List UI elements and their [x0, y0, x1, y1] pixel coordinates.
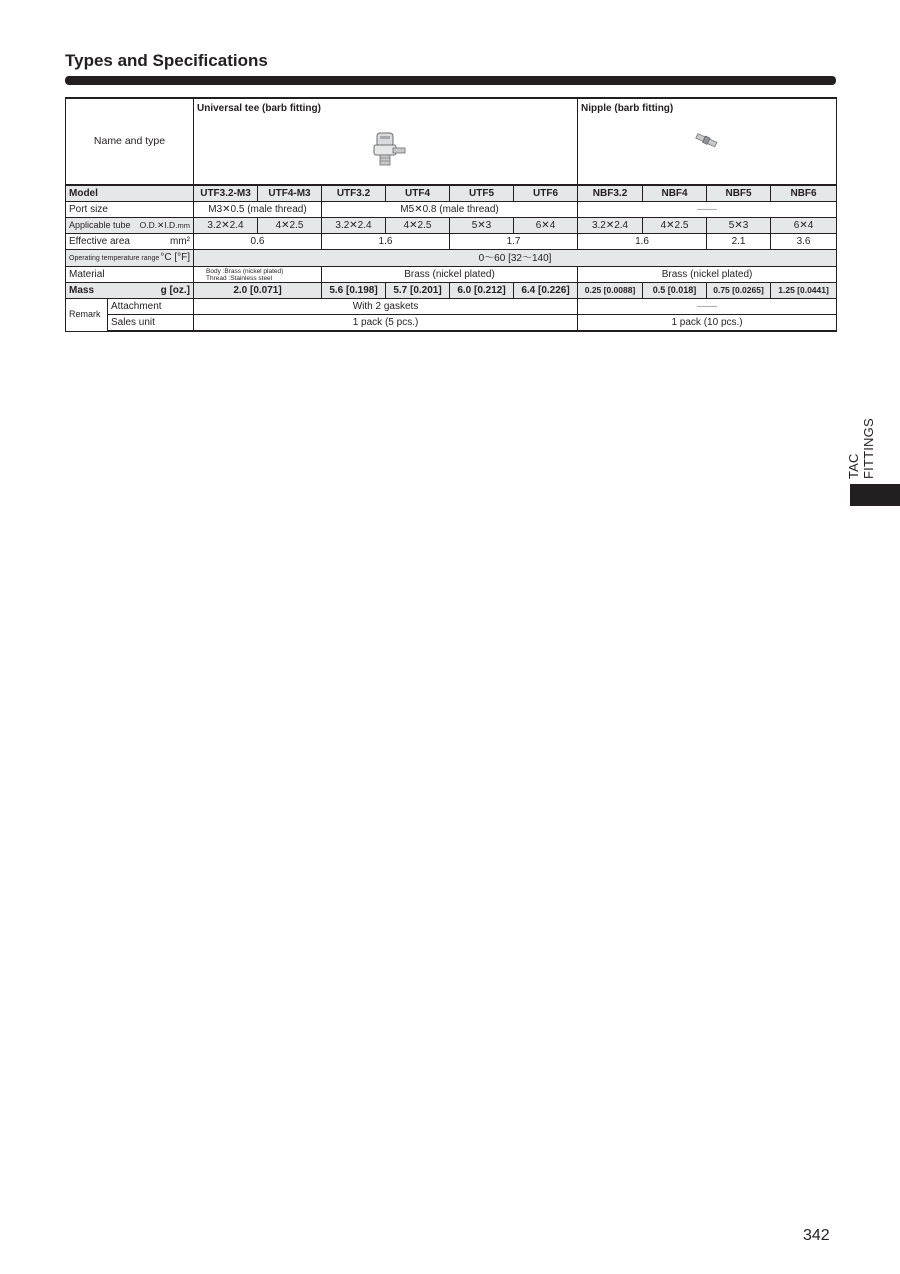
model-cell: UTF4: [386, 185, 450, 202]
sales-unit-utf: 1 pack (5 pcs.): [194, 315, 578, 332]
tube-cell: 3.2✕2.4: [322, 218, 386, 234]
tube-cell: 4✕2.5: [386, 218, 450, 234]
mass-cell: 0.75 [0.0265]: [707, 283, 771, 299]
material-label: Material: [66, 267, 194, 283]
applicable-tube-row: [66, 218, 837, 234]
tube-dims-text: O.D.✕I.D.: [139, 220, 178, 230]
sales-unit-row: [66, 315, 837, 332]
tube-cell: 6✕4: [514, 218, 578, 234]
universal-tee-header: [194, 98, 578, 185]
tube-cell: 4✕2.5: [643, 218, 707, 234]
attachment-label: Attachment: [108, 299, 194, 315]
mass-cell: 5.6 [0.198]: [322, 283, 386, 299]
effective-area-utf-large: 1.7: [450, 234, 578, 250]
model-cell: NBF3.2: [578, 185, 643, 202]
mass-cell: 0.25 [0.0088]: [578, 283, 643, 299]
mass-cell: 6.0 [0.212]: [450, 283, 514, 299]
effective-area-row: [66, 234, 837, 250]
attachment-nbf: ——: [578, 299, 837, 315]
effective-area-nbf-small: 1.6: [578, 234, 707, 250]
model-cell: NBF6: [771, 185, 837, 202]
effective-area-nbf6: 3.6: [771, 234, 837, 250]
model-label: Model: [66, 185, 194, 202]
mass-cell: 1.25 [0.0441]: [771, 283, 837, 299]
attachment-utf: With 2 gaskets: [194, 299, 578, 315]
mass-text: Mass: [69, 285, 95, 296]
effective-area-text: Effective area: [69, 236, 130, 247]
model-cell: NBF4: [643, 185, 707, 202]
title-rule: [65, 76, 836, 85]
applicable-tube-text: Applicable tube: [69, 220, 131, 230]
applicable-tube-label: [66, 218, 194, 234]
port-size-row: [66, 202, 837, 218]
tube-cell: 5✕3: [450, 218, 514, 234]
mass-row: [66, 283, 837, 299]
sales-unit-label: Sales unit: [108, 315, 194, 332]
mass-cell: 6.4 [0.226]: [514, 283, 578, 299]
port-size-m3: M3✕0.5 (male thread): [194, 202, 322, 218]
material-row: [66, 267, 837, 283]
mass-m3: 2.0 [0.071]: [194, 283, 322, 299]
name-and-type-label: Name and type: [66, 98, 194, 185]
port-size-m5: M5✕0.8 (male thread): [322, 202, 578, 218]
model-cell: UTF6: [514, 185, 578, 202]
spec-table: [65, 97, 837, 332]
nipple-image: [581, 116, 833, 155]
material-m3: [194, 267, 322, 283]
mass-cell: 5.7 [0.201]: [386, 283, 450, 299]
section-side-tab: [850, 484, 900, 506]
port-size-label: Port size: [66, 202, 194, 218]
attachment-row: [66, 299, 837, 315]
nipple-header: [578, 98, 837, 185]
material-m3-body: Body :Brass (nickel plated): [206, 267, 284, 275]
universal-tee-title: Universal tee (barb fitting): [197, 103, 321, 114]
page-title: Types and Specifications: [65, 51, 268, 70]
effective-area-nbf5: 2.1: [707, 234, 771, 250]
sales-unit-nbf: 1 pack (10 pcs.): [578, 315, 837, 332]
operating-temp-label: [66, 250, 194, 267]
page-number: 342: [803, 1227, 830, 1244]
effective-area-utf-small: 1.6: [322, 234, 450, 250]
tube-cell: 3.2✕2.4: [194, 218, 258, 234]
effective-area-label: [66, 234, 194, 250]
model-cell: UTF5: [450, 185, 514, 202]
material-utf: Brass (nickel plated): [322, 267, 578, 283]
material-nbf: Brass (nickel plated): [578, 267, 837, 283]
model-cell: UTF3.2-M3: [194, 185, 258, 202]
nipple-title: Nipple (barb fitting): [581, 103, 674, 114]
remark-label: Remark: [66, 299, 108, 332]
temp-range-value: 0～60 [32～140]: [194, 250, 837, 267]
mass-unit: g [oz.]: [160, 285, 190, 296]
operating-temp-row: [66, 250, 837, 267]
universal-tee-image: [197, 116, 574, 175]
operating-temp-text: Operating temperature range: [69, 255, 160, 262]
model-cell: UTF4-M3: [258, 185, 322, 202]
port-size-nipple: ——: [578, 202, 837, 218]
header-row: [66, 98, 837, 185]
mass-label: [66, 283, 194, 299]
section-side-label: TAC FITTINGS: [846, 418, 876, 479]
effective-area-m3: 0.6: [194, 234, 322, 250]
model-cell: UTF3.2: [322, 185, 386, 202]
model-cell: NBF5: [707, 185, 771, 202]
tube-cell: 6✕4: [771, 218, 837, 234]
material-m3-thread: Thread :Stainless steel: [206, 274, 273, 282]
mass-cell: 0.5 [0.018]: [643, 283, 707, 299]
tube-cell: 3.2✕2.4: [578, 218, 643, 234]
tube-unit-text: mm: [177, 221, 190, 230]
temp-unit-text: °C [°F]: [160, 252, 190, 263]
effective-area-unit: mm²: [170, 236, 190, 247]
tube-cell: 5✕3: [707, 218, 771, 234]
tube-cell: 4✕2.5: [258, 218, 322, 234]
model-row: [66, 185, 837, 202]
